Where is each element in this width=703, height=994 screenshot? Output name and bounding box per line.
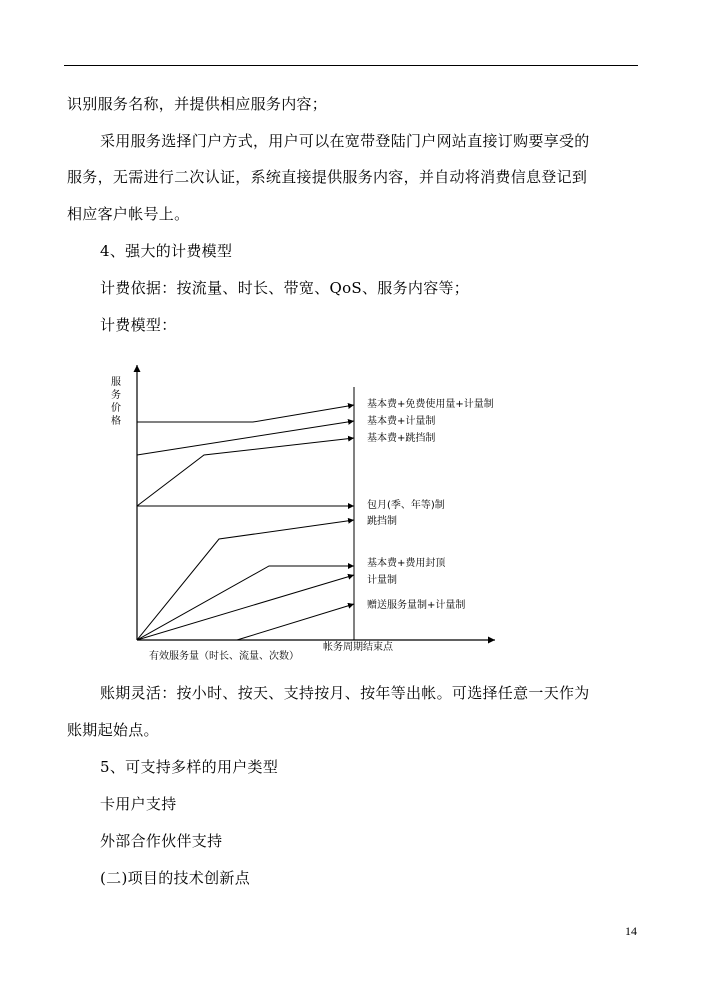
x-axis-label: 有效服务量（时长、流量、次数） (149, 651, 299, 662)
y-axis-label-char: 服 (111, 377, 121, 388)
paragraph-line: 采用服务选择门户方式，用户可以在宽带登陆门户网站直接订购要享受的 (100, 132, 590, 150)
paragraph-line: 服务，无需进行二次认证，系统直接提供服务内容，并自动将消费信息登记到 (67, 168, 588, 186)
paragraph-line: 识别服务名称，并提供相应服务内容； (67, 95, 328, 113)
y-axis-label-char: 价 (111, 403, 121, 414)
paragraph-line: 计费依据：按流量、时长、带宽、QoS、服务内容等； (100, 279, 470, 297)
page-number: 14 (625, 924, 637, 938)
series-label: 包月(季、年等)制 (367, 500, 445, 511)
series-label: 基本费+计量制 (367, 416, 436, 427)
paragraph-line: 卡用户支持 (100, 795, 177, 813)
series-label: 基本费+费用封顶 (367, 558, 446, 569)
period-end-label: 帐务周期结束点 (323, 642, 393, 653)
paragraph-line: 外部合作伙伴支持 (100, 832, 223, 850)
section-heading: 5、可支持多样的用户类型 (100, 758, 279, 776)
y-axis-label-char: 格 (111, 416, 121, 427)
paragraph-line: 账期起始点。 (67, 721, 159, 739)
series-line-gift-metered (237, 604, 354, 640)
series-label: 计量制 (367, 575, 397, 586)
series-line-base-free-metered (137, 405, 354, 422)
series-label: 基本费+免费使用量+计量制 (367, 399, 494, 410)
paragraph-line: 相应客户帐号上。 (67, 205, 190, 223)
y-axis-label-char: 务 (111, 390, 121, 401)
series-line-base-tiered (137, 438, 354, 506)
section-heading: (二)项目的技术创新点 (100, 869, 251, 887)
paragraph-line: 账期灵活：按小时、按天、支持按月、按年等出帐。可选择任意一天作为 (100, 684, 590, 702)
series-line-metered (137, 575, 354, 640)
paragraph-line: 计费模型： (100, 316, 177, 334)
section-heading: 4、强大的计费模型 (100, 242, 233, 260)
series-label: 基本费+跳挡制 (367, 433, 436, 444)
series-line-base-capped (137, 566, 354, 640)
series-label: 跳挡制 (367, 516, 397, 527)
series-label: 赠送服务量制+计量制 (367, 600, 466, 611)
